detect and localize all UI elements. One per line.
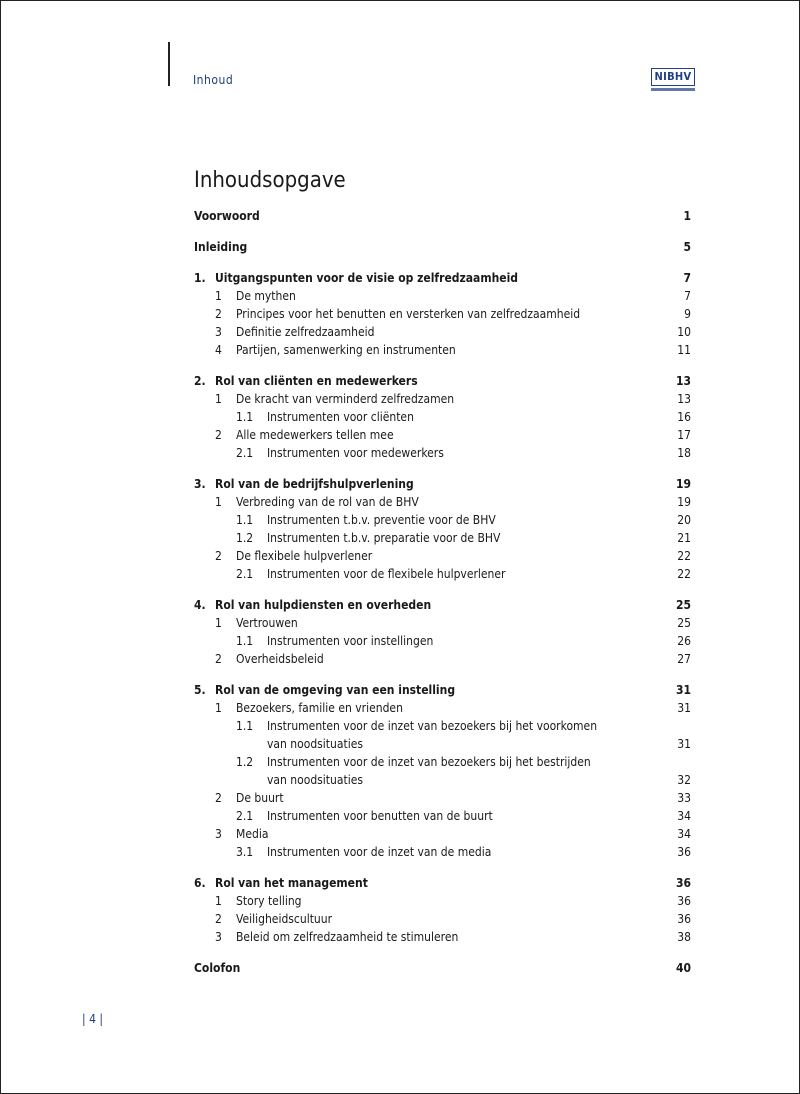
toc-entry [194,426,691,444]
toc-page: 36 [675,876,691,890]
toc-page: 25 [675,598,691,612]
toc-entry [194,390,691,408]
toc-page: 13 [675,374,691,388]
toc-page: 27 [677,652,691,666]
toc-number: 3.1 [236,845,254,859]
nibhv-logo [651,66,695,94]
toc-entry [194,207,691,225]
toc-label: Instrumenten voor de inzet van de media [267,845,492,859]
toc-entry [194,287,691,305]
toc-number: 1.1 [236,513,254,527]
toc-entry [194,565,691,583]
toc-label: van noodsituaties [267,773,363,787]
toc-page: 7 [683,271,691,285]
toc-entry [194,341,691,359]
logo-underline [651,88,695,91]
toc-entry [194,632,691,650]
toc-number: 2 [215,652,222,666]
toc-number: 2 [215,791,222,805]
toc-entry [194,372,691,390]
toc-number: 3 [215,827,222,841]
toc-entry [194,825,691,843]
toc-number: 3 [215,325,222,339]
toc-entry [194,305,691,323]
toc-label: Instrumenten voor de inzet van bezoekers bij het voorkomen [267,719,598,733]
toc-number: 1.1 [236,410,254,424]
toc-page: 11 [677,343,691,357]
toc-page: 17 [677,428,691,442]
toc-number: 1. [194,271,206,285]
toc-label: Vertrouwen [236,616,298,630]
logo-text: NIBHV [651,68,695,86]
toc-label: De buurt [236,791,284,805]
toc-label: Instrumenten t.b.v. preparatie voor de BHV [267,531,501,545]
toc-label: Voorwoord [194,209,260,223]
toc-label: Veiligheidscultuur [236,912,333,926]
toc-number: 3 [215,930,222,944]
toc-label: Rol van hulpdiensten en overheden [215,598,432,612]
toc-number: 1 [215,701,222,715]
toc-page: 13 [677,392,691,406]
toc-entry [194,614,691,632]
toc-number: 3. [194,477,206,491]
toc-entry [194,735,691,753]
toc-entry [194,547,691,565]
toc-page: 9 [684,307,691,321]
toc-number: 1.1 [236,719,254,733]
toc-number: 5. [194,683,206,697]
toc-label: Instrumenten voor medewerkers [267,446,444,460]
toc-page: 16 [677,410,691,424]
toc-number: 4 [215,343,222,357]
toc-page: 25 [677,616,691,630]
toc-page: 18 [677,446,691,460]
toc-number: 1 [215,289,222,303]
toc-page: 7 [684,289,691,303]
toc-number: 2 [215,912,222,926]
toc-entry [194,408,691,426]
toc-entry [194,511,691,529]
toc-number: 1 [215,392,222,406]
toc-number: 1 [215,894,222,908]
toc-page: 33 [677,791,691,805]
toc-label: Story telling [236,894,302,908]
toc-page: 32 [677,773,691,787]
toc-number: 1.1 [236,634,254,648]
toc-number: 1.2 [236,755,254,769]
toc-label: Media [236,827,269,841]
toc-number: 1 [215,495,222,509]
toc-label: Instrumenten voor de inzet van bezoekers bij het bestrijden [267,755,591,769]
toc-number: 1 [215,616,222,630]
toc-label: Rol van het management [215,876,368,890]
toc-number: 6. [194,876,206,890]
toc-label: Rol van de omgeving van een instelling [215,683,456,697]
toc-page: 19 [677,495,691,509]
toc-page: 20 [677,513,691,527]
toc-label: Rol van cliënten en medewerkers [215,374,418,388]
toc-label: Beleid om zelfredzaamheid te stimuleren [236,930,459,944]
toc-page: 38 [677,930,691,944]
toc-entry [194,928,691,946]
toc-entry [194,475,691,493]
toc-page: 21 [677,531,691,545]
toc-page: 1 [683,209,691,223]
toc-label: Principes voor het benutten en versterken van zelfredzaamheid [236,307,581,321]
toc-entry [194,529,691,547]
toc-entry [194,753,691,771]
toc-number: 4. [194,598,206,612]
toc-page: 19 [675,477,691,491]
toc-page: 40 [675,961,691,975]
toc-entry [194,493,691,511]
toc-entry [194,843,691,861]
toc-page: 5 [683,240,691,254]
toc-label: Alle medewerkers tellen mee [236,428,394,442]
toc-label: Instrumenten voor benutten van de buurt [267,809,493,823]
toc-label: Uitgangspunten voor de visie op zelfredzaamheid [215,271,519,285]
toc-label: Definitie zelfredzaamheid [236,325,375,339]
toc-page: 31 [675,683,691,697]
toc-label: Partijen, samenwerking en instrumenten [236,343,456,357]
running-head: Inhoud [193,73,234,87]
table-of-contents [194,207,691,977]
toc-label: Instrumenten voor cliënten [267,410,414,424]
toc-entry [194,238,691,256]
toc-entry [194,323,691,341]
toc-page: 22 [677,567,691,581]
toc-entry [194,771,691,789]
toc-page: 22 [677,549,691,563]
toc-entry [194,717,691,735]
toc-number: 2.1 [236,809,254,823]
toc-entry [194,650,691,668]
toc-label: Instrumenten t.b.v. preventie voor de BHV [267,513,496,527]
toc-number: 2 [215,307,222,321]
toc-number: 2.1 [236,567,254,581]
toc-entry [194,444,691,462]
page-number: | 4 | [82,1012,103,1026]
toc-entry [194,874,691,892]
toc-label: Verbreding van de rol van de BHV [236,495,419,509]
toc-number: 2 [215,428,222,442]
toc-number: 2 [215,549,222,563]
toc-label: Inleiding [194,240,248,254]
toc-page: 31 [677,701,691,715]
toc-entry [194,892,691,910]
toc-page: 31 [677,737,691,751]
toc-page: 34 [677,809,691,823]
toc-page: 36 [677,894,691,908]
toc-page: 36 [677,845,691,859]
toc-entry [194,596,691,614]
toc-number: 2.1 [236,446,254,460]
toc-label: Instrumenten voor de flexibele hulpverlener [267,567,506,581]
header-rule [168,42,170,86]
toc-label: Instrumenten voor instellingen [267,634,434,648]
toc-label: Rol van de bedrijfshulpverlening [215,477,414,491]
toc-label: van noodsituaties [267,737,363,751]
toc-number: 2. [194,374,206,388]
toc-entry [194,269,691,287]
toc-label: De kracht van verminderd zelfredzamen [236,392,455,406]
toc-label: De flexibele hulpverlener [236,549,373,563]
toc-entry [194,699,691,717]
toc-number: 1.2 [236,531,254,545]
toc-label: Colofon [194,961,241,975]
toc-page: 26 [677,634,691,648]
toc-entry [194,681,691,699]
toc-page: 36 [677,912,691,926]
toc-label: Overheidsbeleid [236,652,324,666]
toc-label: De mythen [236,289,296,303]
page-title: Inhoudsopgave [194,168,346,193]
toc-label: Bezoekers, familie en vrienden [236,701,403,715]
toc-entry [194,789,691,807]
toc-entry [194,807,691,825]
toc-entry [194,959,691,977]
toc-page: 10 [677,325,691,339]
toc-entry [194,910,691,928]
toc-page: 34 [677,827,691,841]
